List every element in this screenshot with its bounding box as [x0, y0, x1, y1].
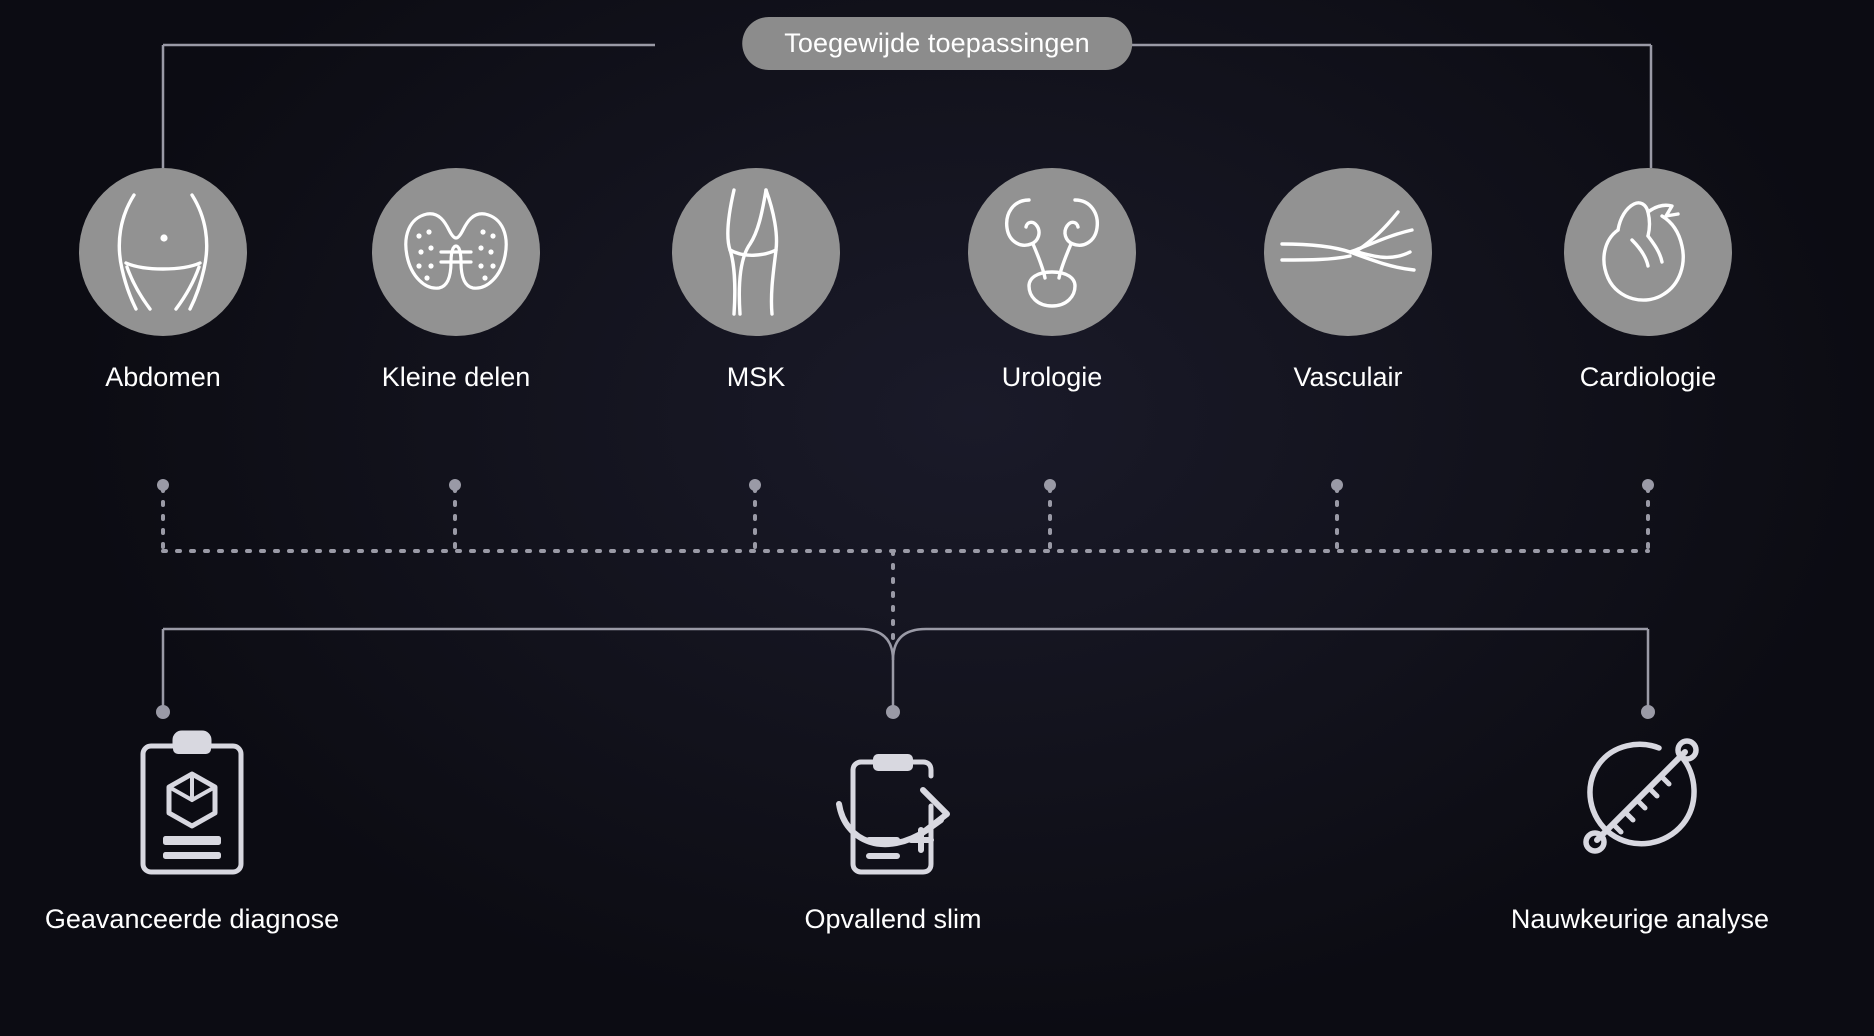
modality-label: Vasculair — [1293, 362, 1403, 392]
modality-kleine-delen[interactable] — [356, 168, 556, 393]
vessel-icon — [1264, 168, 1432, 336]
modality-row — [0, 168, 1874, 458]
modality-urologie[interactable] — [952, 168, 1152, 393]
knee-icon — [672, 168, 840, 336]
clipboard-arrow-icon — [683, 728, 1103, 878]
heart-icon — [1564, 168, 1732, 336]
modality-label: Abdomen — [105, 362, 221, 392]
modality-vasculair[interactable] — [1248, 168, 1448, 393]
feature-label: Nauwkeurige analyse — [1510, 904, 1770, 934]
modality-msk[interactable] — [656, 168, 856, 393]
kidney-icon — [968, 168, 1136, 336]
diagram-title-pill: Toegewijde toepassingen — [742, 17, 1132, 70]
feature-label: Geavanceerde diagnose — [44, 904, 340, 934]
feature-nauwkeurige-analyse[interactable] — [1430, 728, 1850, 935]
modality-label: Kleine delen — [381, 362, 531, 392]
modality-abdomen[interactable] — [63, 168, 263, 393]
modality-cardiologie[interactable] — [1548, 168, 1748, 393]
modality-label: Cardiologie — [1579, 362, 1717, 392]
abdomen-icon — [79, 168, 247, 336]
clipboard-3d-icon — [0, 728, 402, 878]
feature-geavanceerde-diagnose[interactable] — [0, 728, 402, 935]
feature-opvallend-slim[interactable] — [683, 728, 1103, 935]
modality-label: MSK — [726, 362, 786, 392]
feature-label: Opvallend slim — [804, 904, 982, 934]
caliper-icon — [1430, 728, 1850, 878]
modality-label: Urologie — [1001, 362, 1103, 392]
thyroid-icon — [372, 168, 540, 336]
